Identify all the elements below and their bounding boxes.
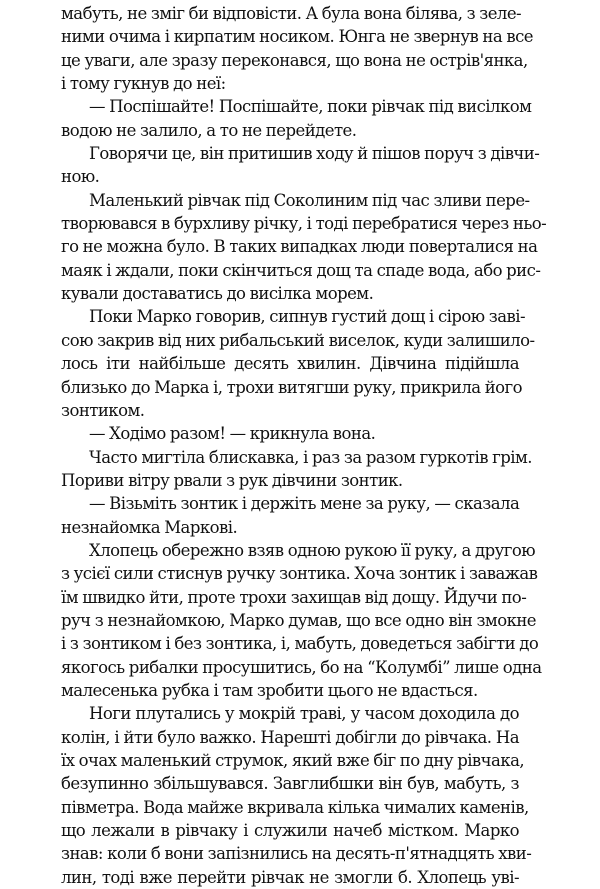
text-line: незнайомка Маркові. bbox=[61, 517, 238, 537]
text-line: го не можна було. В таких випадках люди поверталися на bbox=[61, 237, 538, 257]
text-line: зонтиком. bbox=[61, 400, 145, 420]
paragraph bbox=[61, 446, 532, 493]
text-line: і з зонтиком і без зонтика, і, мабуть, доведеться забігти до bbox=[61, 634, 539, 654]
text-line: маяк і ждали, поки скінчиться дощ та спаде вода, або рис- bbox=[61, 260, 541, 280]
text-line: Часто мигтіла блискавка, і раз за разом гуркотів грім. bbox=[89, 447, 532, 467]
text-line: Маленький рівчак під Соколиним під час зливи пере- bbox=[89, 190, 530, 210]
text-line: їм швидко йти, проте трохи захищав від дощу. Йдучи по- bbox=[61, 587, 527, 607]
paragraph bbox=[61, 492, 519, 539]
text-line: сою закрив від них рибальський виселок, куди залишило- bbox=[61, 330, 535, 350]
paragraph bbox=[61, 142, 540, 189]
text-line: це уваги, але зразу переконався, що вона не острів'янка, bbox=[61, 50, 528, 70]
text-line: знав: коли б вони запізнились на десять-п'ятнадцять хви- bbox=[61, 844, 532, 864]
text-line: ними очима і кирпатим носиком. Юнга не звернув на все bbox=[61, 27, 534, 47]
text-line: водою не залило, а то не перейдете. bbox=[61, 120, 357, 140]
text-line: — Візьміть зонтик і держіть мене за руку, — сказала bbox=[89, 494, 520, 514]
text-line: і тому гукнув до неї: bbox=[61, 74, 226, 94]
text-line: Ноги плутались у мокрій траві, у часом доходила до bbox=[89, 704, 519, 724]
text-line: з усієї сили стиснув ручку зонтика. Хоча зонтик і заважав bbox=[61, 564, 538, 584]
text-line: ною. bbox=[61, 167, 100, 187]
paragraph bbox=[61, 539, 542, 702]
paragraph bbox=[61, 2, 534, 95]
paragraph bbox=[61, 422, 519, 445]
text-line: кували доставатись до висілка морем. bbox=[61, 284, 374, 304]
text-line: Пориви вітру рвали з рук дівчини зонтик. bbox=[61, 470, 403, 490]
text-line: що лежали в рівчаку і служили начеб містком. Марко bbox=[61, 821, 519, 841]
text-line: мабуть, не зміг би відповісти. А була вона білява, з зеле- bbox=[61, 4, 522, 23]
text-line: близько до Марка і, трохи витягши руку, прикрила його bbox=[61, 377, 523, 397]
book-page bbox=[61, 2, 547, 889]
text-line: лин, тоді вже перейти рівчак не змогли б. Хлопець уві- bbox=[61, 867, 519, 887]
text-line: Говорячи це, він притишив ходу й пішов поруч з дівчи- bbox=[89, 144, 540, 164]
text-line: руч з незнайомкою, Марко думав, що все одно він змокне bbox=[61, 610, 537, 630]
text-line: півметра. Вода майже вкривала кілька чималих каменів, bbox=[61, 797, 529, 817]
text-line: — Ходімо разом! — крикнула вона. bbox=[89, 424, 376, 444]
text-line: творювався в бурхливу річку, і тоді перебратися через ньо- bbox=[61, 214, 547, 234]
text-line: їх очах маленький струмок, який вже біг по дну рівчака, bbox=[61, 751, 525, 770]
text-line: безупинно збільшувався. Завглибшки він був, мабуть, з bbox=[61, 774, 519, 794]
text-line: лось іти найбільше десять хвилин. Дівчина підійшла bbox=[61, 354, 519, 374]
paragraph bbox=[61, 189, 547, 306]
text-line: — Поспішайте! Поспішайте, поки рівчак під висілком bbox=[89, 97, 532, 117]
paragraph bbox=[61, 95, 532, 142]
text-line: Поки Марко говорив, сипнув густий дощ і сірою заві- bbox=[89, 307, 525, 327]
text-line: малесенька рубка і там зробити цього не вдасться. bbox=[61, 680, 478, 700]
text-line: якогось рибалки просушитись, бо на “Колумбі” лише одна bbox=[61, 657, 542, 677]
paragraph bbox=[61, 305, 535, 422]
text-line: Хлопець обережно взяв одною рукою її руку, а другою bbox=[89, 540, 536, 560]
text-line: колін, і йти було важко. Нарешті добігли до рівчака. На bbox=[61, 727, 519, 747]
paragraph bbox=[61, 702, 532, 889]
